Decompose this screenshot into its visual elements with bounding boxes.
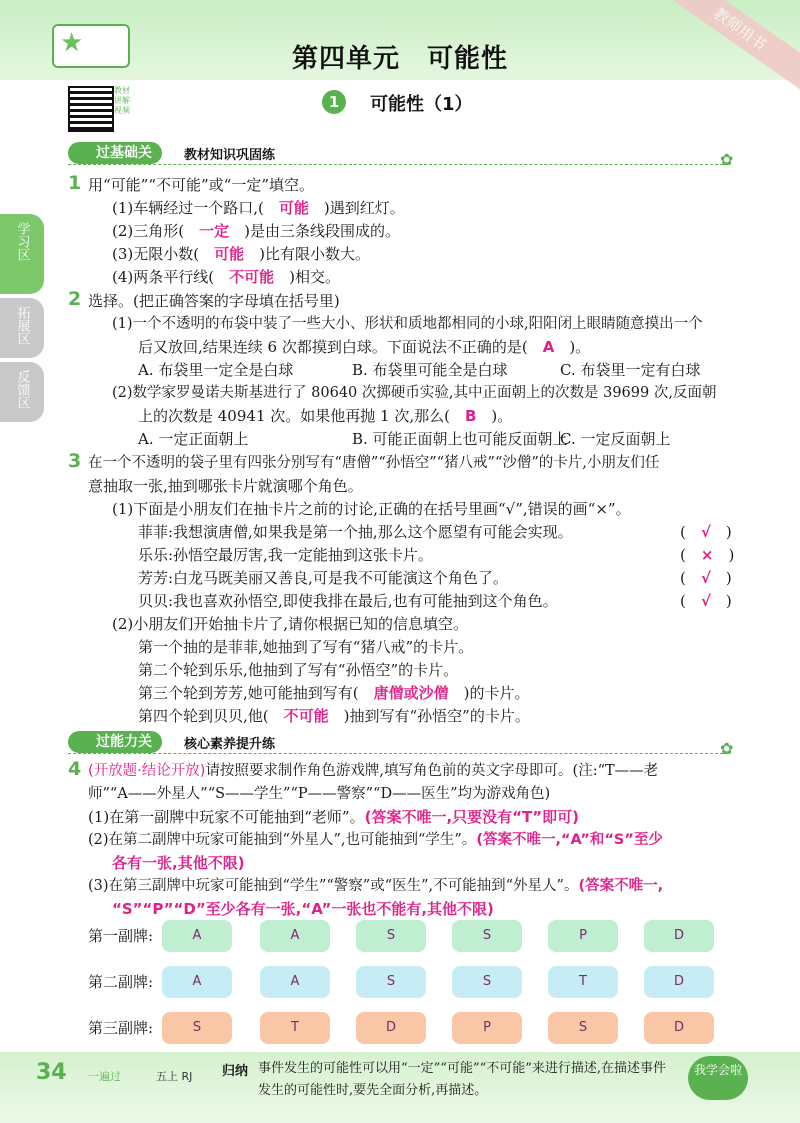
answer-note: (答案不唯一, bbox=[578, 878, 664, 894]
summary-text: 事件发生的可能性可以用“一定”“可能”“不可能”来进行描述,在描述事件发生的可能性时,要先全面分析,再描述。 bbox=[258, 1061, 667, 1098]
page-number: 34 bbox=[36, 1060, 67, 1085]
q2-part2-line2: 上的次数是 40941 次。如果他再抛 1 次,那么( B )。 bbox=[138, 407, 513, 425]
leaf-icon: ✿ bbox=[720, 739, 734, 758]
question-number: 1 bbox=[68, 172, 82, 194]
q3-stem-line2: 意抽取一张,抽到哪张卡片就演哪个角色。 bbox=[88, 477, 363, 495]
lesson-number-badge: 1 bbox=[322, 90, 346, 114]
answer: 唐僧或沙僧 bbox=[373, 684, 449, 702]
side-tab-extend[interactable]: 拓展区 bbox=[0, 298, 44, 358]
lesson-title: 可能性（1） bbox=[370, 94, 473, 115]
q2-part2-option-a: A. 一定正面朝上 bbox=[138, 430, 249, 448]
deck3-card: T bbox=[260, 1012, 330, 1044]
open-question-tag: (开放题·结论开放) bbox=[88, 763, 206, 779]
q3-judge-4-answer: ( √ ) bbox=[680, 592, 732, 610]
brand-name: 一遍过 bbox=[88, 1070, 121, 1083]
question-number: 3 bbox=[68, 450, 82, 472]
section-divider bbox=[68, 731, 728, 754]
q1-item-1: (1)车辆经过一个路口,( 可能 )遇到红灯。 bbox=[112, 199, 405, 217]
answer: 不可能 bbox=[283, 707, 329, 725]
deck2-card: A bbox=[260, 966, 330, 998]
q1-stem: 用“可能”“不可能”或“一定”填空。 bbox=[88, 176, 315, 194]
q2-part2-option-c: C. 一定反面朝上 bbox=[560, 430, 671, 448]
q3-part1: (1)下面是小朋友们在抽卡片之前的讨论,正确的在括号里画“√”,错误的画“×”。 bbox=[112, 500, 631, 518]
side-tab-study[interactable]: 学习区 bbox=[0, 214, 44, 294]
answer: 不可能 bbox=[229, 268, 275, 286]
q2-stem: 选择。(把正确答案的字母填在括号里) bbox=[88, 292, 340, 310]
q3-fill-2: 第二个轮到乐乐,他抽到了写有“孙悟空”的卡片。 bbox=[138, 661, 459, 679]
section-basic-subtitle: 教材知识巩固练 bbox=[184, 148, 276, 163]
deck3-card: D bbox=[356, 1012, 426, 1044]
leaf-icon: ✿ bbox=[720, 150, 734, 169]
deck-label: 第一副牌: bbox=[88, 927, 154, 945]
q2-part2-line1: (2)数学家罗曼诺夫斯基进行了 80640 次掷硬币实验,其中正面朝上的次数是 39699 次,反面朝 bbox=[112, 385, 717, 401]
q3-judge-1: 菲菲:我想演唐僧,如果我是第一个抽,那么这个愿望有可能会实现。 bbox=[138, 523, 573, 541]
answer-note: (答案不唯一,只要没有“T”即可) bbox=[364, 808, 579, 826]
section-ability-subtitle: 核心素养提升练 bbox=[184, 737, 276, 752]
unit-title: 第四单元 可能性 bbox=[291, 44, 508, 74]
q4-part2-line1: (2)在第二副牌中玩家可能抽到“外星人”,也可能抽到“学生”。(答案不唯一,“A”和“S”至少 bbox=[88, 832, 663, 848]
q4-part3-line2: “S”“P”“D”至少各有一张,“A”一张也不能有,其他不限) bbox=[112, 900, 494, 918]
deck2-card: S bbox=[452, 966, 522, 998]
deck-label: 第三副牌: bbox=[88, 1019, 154, 1037]
teacher-edition-ribbon: 教师用书 bbox=[649, 0, 800, 99]
q2-part1-line2: 后又放回,结果连续 6 次都摸到白球。下面说法不正确的是( A )。 bbox=[138, 338, 591, 356]
q3-fill-3: 第三个轮到芳芳,她可能抽到写有( 唐僧或沙僧 )的卡片。 bbox=[138, 684, 530, 702]
q1-item-4: (4)两条平行线( 不可能 )相交。 bbox=[112, 268, 340, 286]
question-number: 2 bbox=[68, 288, 82, 310]
edition-label: 五上 RJ bbox=[156, 1070, 193, 1083]
deck1-card: A bbox=[260, 920, 330, 952]
deck1-card: D bbox=[644, 920, 714, 952]
q3-judge-2-answer: ( × ) bbox=[680, 546, 735, 564]
section-ability-pill: 过能力关 bbox=[68, 731, 162, 753]
question-number: 4 bbox=[68, 758, 82, 780]
q3-judge-2: 乐乐:孙悟空最厉害,我一定能抽到这张卡片。 bbox=[138, 546, 433, 564]
answer: 可能 bbox=[278, 199, 309, 217]
q1-item-2: (2)三角形( 一定 )是由三条线段围成的。 bbox=[112, 222, 400, 240]
q4-stem-line1: (开放题·结论开放)请按照要求制作角色游戏牌,填写角色前的英文字母即可。(注:“T——老 bbox=[88, 763, 659, 779]
deck1-card: S bbox=[452, 920, 522, 952]
deck2-card: S bbox=[356, 966, 426, 998]
section-basic-pill: 过基础关 bbox=[68, 142, 162, 164]
deck2-card: T bbox=[548, 966, 618, 998]
deck3-card: S bbox=[162, 1012, 232, 1044]
deck1-card: P bbox=[548, 920, 618, 952]
deck3-card: D bbox=[644, 1012, 714, 1044]
q2-part1-option-c: C. 布袋里一定有白球 bbox=[560, 361, 701, 379]
q2-part1-line1: (1)一个不透明的布袋中装了一些大小、形状和质地都相同的小球,阳阳闭上眼睛随意摸出一个 bbox=[112, 316, 703, 332]
q3-judge-4: 贝贝:我也喜欢孙悟空,即使我排在最后,也有可能抽到这个角色。 bbox=[138, 592, 558, 610]
deck2-card: D bbox=[644, 966, 714, 998]
answer: 一定 bbox=[199, 222, 230, 240]
q3-judge-3: 芳芳:白龙马既美丽又善良,可是我不可能演这个角色了。 bbox=[138, 569, 508, 587]
qr-caption: 教材讲解视频 bbox=[114, 86, 130, 115]
learned-badge[interactable]: 我学会啦 bbox=[688, 1056, 748, 1100]
q4-stem-line2: 师”“A——外星人”“S——学生”“P——警察”“D——医生”均为游戏角色) bbox=[88, 786, 551, 802]
deck1-card: S bbox=[356, 920, 426, 952]
q2-part1-option-a: A. 布袋里一定全是白球 bbox=[138, 361, 294, 379]
q2-part2-option-b: B. 可能正面朝上也可能反面朝上 bbox=[352, 430, 568, 448]
q4-part1: (1)在第一副牌中玩家不可能抽到“老师”。(答案不唯一,只要没有“T”即可) bbox=[88, 808, 579, 826]
deck3-card: S bbox=[548, 1012, 618, 1044]
answer: B bbox=[464, 407, 477, 425]
q3-part2: (2)小朋友们开始抽卡片了,请你根据已知的信息填空。 bbox=[112, 615, 469, 633]
q2-part1-option-b: B. 布袋里可能全是白球 bbox=[352, 361, 508, 379]
q3-fill-4: 第四个轮到贝贝,他( 不可能 )抽到写有“孙悟空”的卡片。 bbox=[138, 707, 530, 725]
q3-judge-3-answer: ( √ ) bbox=[680, 569, 732, 587]
answer: 可能 bbox=[214, 245, 245, 263]
star-icon: ★ bbox=[60, 28, 84, 58]
deck1-card: A bbox=[162, 920, 232, 952]
deck2-card: A bbox=[162, 966, 232, 998]
answer-note: (答案不唯一,“A”和“S”至少 bbox=[476, 832, 663, 848]
deck-label: 第二副牌: bbox=[88, 973, 154, 991]
q4-part3-line1: (3)在第三副牌中玩家可能抽到“学生”“警察”或“医生”,不可能抽到“外星人”。(答案不唯一, bbox=[88, 878, 664, 894]
side-tab-feedback[interactable]: 反馈区 bbox=[0, 362, 44, 422]
qr-code[interactable] bbox=[68, 86, 114, 132]
section-divider bbox=[68, 142, 728, 165]
q1-item-3: (3)无限小数( 可能 )比有限小数大。 bbox=[112, 245, 370, 263]
q3-stem-line1: 在一个不透明的袋子里有四张分别写有“唐僧”“孙悟空”“猪八戒”“沙僧”的卡片,小朋友们任 bbox=[88, 455, 660, 471]
q4-part2-line2: 各有一张,其他不限) bbox=[112, 854, 245, 872]
summary-label: 归纳 bbox=[222, 1064, 249, 1079]
answer: A bbox=[542, 338, 555, 356]
q3-judge-1-answer: ( √ ) bbox=[680, 523, 732, 541]
q3-fill-1: 第一个抽的是菲菲,她抽到了写有“猪八戒”的卡片。 bbox=[138, 638, 474, 656]
deck3-card: P bbox=[452, 1012, 522, 1044]
